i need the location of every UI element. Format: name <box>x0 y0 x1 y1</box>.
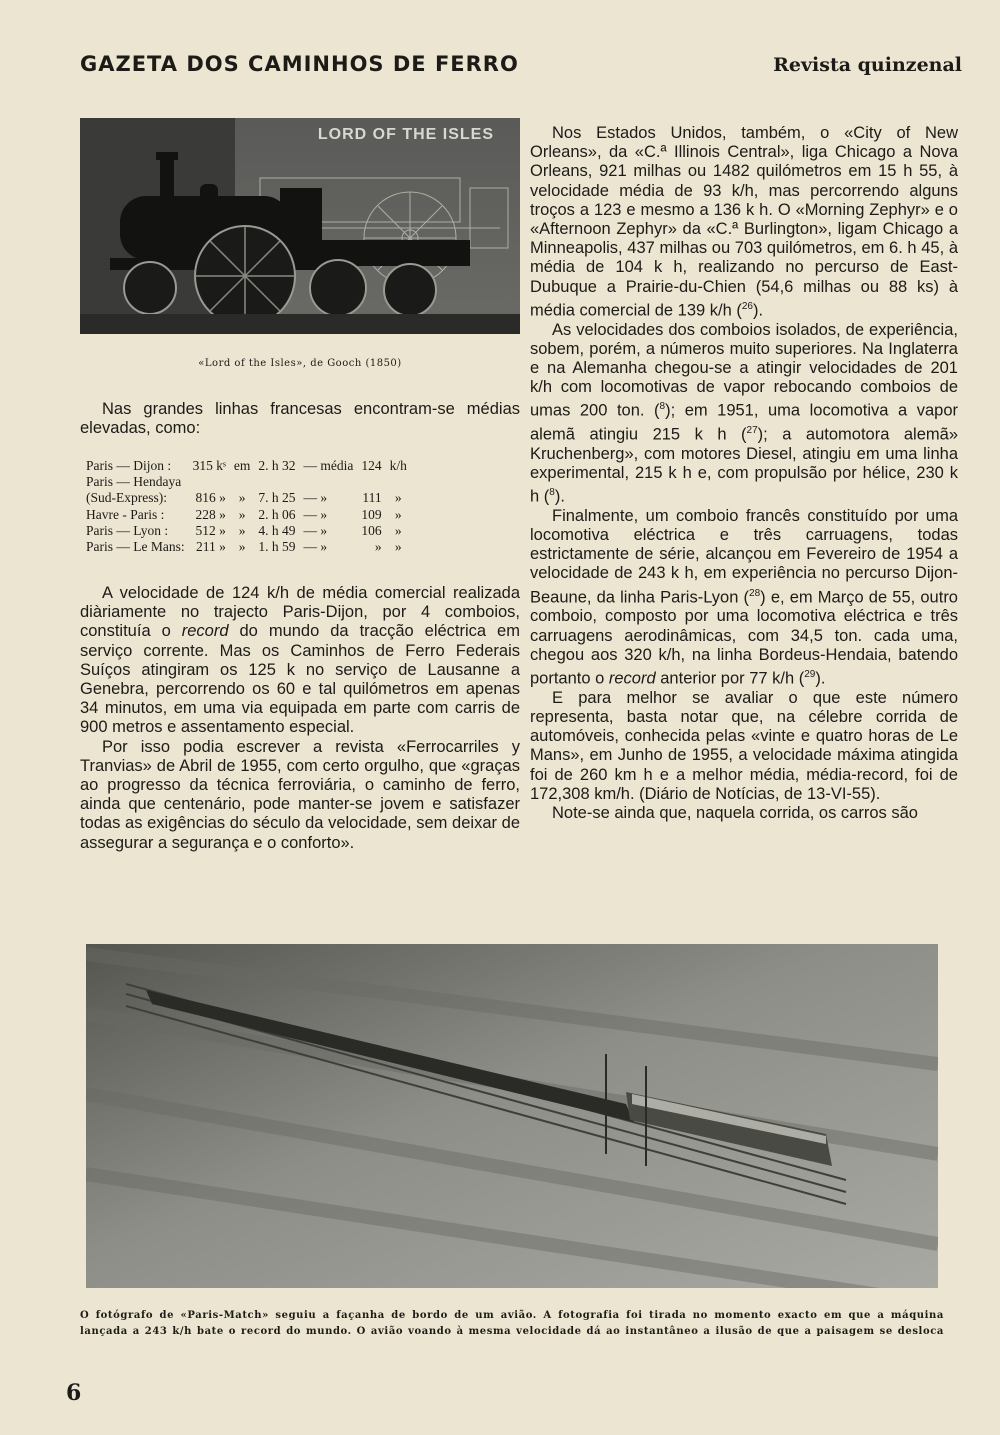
table-cell-dist: 512 » <box>195 522 226 538</box>
table-row <box>82 490 411 506</box>
table-cell-em: » <box>238 522 246 538</box>
table-cell-speed: 109 <box>361 506 382 522</box>
plate-label: LORD OF THE ISLES <box>317 126 494 143</box>
table-row <box>82 507 411 523</box>
paragraph: Nos Estados Unidos, também, o «City of New Orleans», da «C.ª Illinois Central», liga Chicago a Nova Orleans, 921 milhas ou 1482 quilómetros em 15 h 55, à velocidade média de 93 k/h, mas percorrendo alguns troços a 123 e mesmo a 136 k h. O «Morning Zephyr» e o «Afternoon Zephyr» da «C.ª Burlington», ligam Chicago a Minneapolis, 437 milhas ou 703 quilómetros, em 6. h 45, à média de 104 k h, realizando no percurso de East-Dubuque a Prairie-du-Chien (54,6 milhas ou 88 ks) à média comercial de 139 k/h ($^{26}$). <box>530 124 958 320</box>
table-cell-unit: » <box>394 490 402 506</box>
table-cell-dist: 315 kˢ <box>192 458 226 473</box>
table-cell-time: 1. h 59 <box>258 539 296 555</box>
table-cell-speed <box>357 474 385 490</box>
paragraph: A velocidade de 124 k/h de média comercial realizada diàriamente no trajecto Paris-Dijon, por 4 comboios, constituía o record do mundo da tracção eléctrica em serviço corrente. Mas os Caminhos de Ferro Federais Suíços atingiram os 125 k no serviço de Lausanne a Genebra, percorrendo os 60 e tal quilómetros em apenas 34 minutos, em uma via equipada em parte com carris de 900 metros e assentamento especial. <box>80 584 520 737</box>
table-row <box>82 523 411 539</box>
table-cell-route: Havre - Paris : <box>86 506 165 522</box>
photo-caption-train: O fotógrafo de «Paris-Match» seguiu a façanha de bordo de um avião. A fotografia foi tirada no momento exacto em que a máquina lançada a 243 k/h bate o record do mundo. O avião voando à mesma velocidade dá ao instantâneo a ilusão de que a paisagem se desloca <box>80 1310 944 1337</box>
table-cell-label: — » <box>303 490 328 506</box>
table-cell-em <box>230 474 255 490</box>
table-cell-speed: 106 <box>361 522 382 538</box>
table-cell-em: em <box>233 458 251 473</box>
table-cell-unit: » <box>394 522 402 538</box>
journal-title: GAZETA DOS CAMINHOS DE FERRO <box>80 52 519 76</box>
page-number: 6 <box>66 1380 82 1406</box>
table-cell-em: » <box>238 490 246 506</box>
paragraph: Por isso podia escrever a revista «Ferrocarriles y Tranvias» de Abril de 1955, com certo orgulho, que «graças ao progresso da técnica ferroviária, o caminho de ferro, ainda que centenário, pode manter-se jovem e satisfazer todas as exigências do século da velocidade, sem deixar de assegurar a segurança e o conforto». <box>80 737 520 852</box>
table-cell-label: — » <box>303 522 328 538</box>
table-cell-route: Paris — Le Mans: <box>86 539 185 555</box>
table-cell-time: 4. h 49 <box>258 522 296 538</box>
table-cell-speed: 124 <box>361 458 382 473</box>
photo-caption-locomotive: «Lord of the Isles», de Gooch (1850) <box>198 358 402 369</box>
table-cell-route: Paris — Hendaya <box>86 474 182 490</box>
table-cell-unit <box>386 474 411 490</box>
locomotive-photo <box>80 118 520 334</box>
table-cell-dist: 228 » <box>195 506 226 522</box>
table-cell-time: 2. h 32 <box>258 458 296 473</box>
left-column <box>80 584 520 853</box>
table-cell-dist <box>189 474 230 490</box>
intro-paragraph: Nas grandes linhas francesas encontram-se médias elevadas, como: <box>80 400 520 438</box>
table-cell-em: » <box>238 506 246 522</box>
table-cell-time: 7. h 25 <box>258 490 296 506</box>
table-cell-unit: » <box>394 539 402 555</box>
table-cell-dist: 816 » <box>195 490 226 506</box>
table-cell-route: (Sud-Express): <box>86 490 167 506</box>
journal-subtitle: Revista quinzenal <box>773 54 962 76</box>
table-cell-unit: » <box>394 506 402 522</box>
right-column <box>530 124 958 823</box>
paragraph: Note-se ainda que, naquela corrida, os carros são <box>552 803 918 822</box>
table-cell-em: » <box>238 539 246 555</box>
table-row <box>82 474 411 490</box>
table-cell-dist: 211 » <box>196 539 226 555</box>
table-cell-label: — » <box>303 539 328 555</box>
table-cell-time: 2. h 06 <box>258 506 296 522</box>
table-cell-label <box>300 474 358 490</box>
table-cell-label: — » <box>303 506 328 522</box>
table-cell-speed: » <box>374 539 382 555</box>
train-photo <box>86 944 938 1288</box>
left-intro <box>80 400 520 438</box>
paragraph: E para melhor se avaliar o que este número representa, basta notar que, na célebre corrida de automóveis, conhecida pelas «vinte e quatro horas de Le Mans», em Junho de 1955, a velocidade máxima atingida foi de 260 km h e a melhor média, média-record, foi de 172,308 km/h. (Diário de Notícias, de 13-VI-55). <box>530 688 958 803</box>
locomotive-illustration <box>80 118 520 334</box>
table-cell-label: — média <box>303 458 354 473</box>
train-illustration <box>86 944 938 1288</box>
table-cell-speed: 111 <box>362 490 382 506</box>
table-row <box>82 458 411 474</box>
table-cell-route: Paris — Dijon : <box>86 458 172 473</box>
paragraph: As velocidades dos comboios isolados, de experiência, sobem, porém, a números muito superiores. Na Inglaterra e na Alemanha chegou-se a atingir velocidades de 201 k/h com locomotivas de vapor rebocando comboios de umas 200 ton. ($^8$); em 1951, uma locomotiva a vapor alemã atingiu 215 k h ($^{27}$); a automotora alemã» Kruchenberg», com motores Diesel, atingiu em uma linha experimental, 215 k h e, com propulsão por hélice, 230 k h ($^8$). <box>530 320 959 506</box>
table-cell-route: Paris — Lyon : <box>86 522 169 538</box>
speed-table <box>82 458 411 555</box>
table-row <box>82 539 411 555</box>
paragraph: Finalmente, um comboio francês constituído por uma locomotiva eléctrica e três carruagens, todas estrictamente de série, alcançou em Fevereiro de 1954 a velocidade de 243 k h, em experiência no percurso Dijon-Beaune, da linha Paris-Lyon ($^{28}$) e, em Março de 55, outro comboio, composto por uma locomotiva eléctrica e três carruagens aerodinâmicas, com 34,5 ton. cada uma, chegou aos 320 k/h, na linha Bordeus-Hendaia, batendo portanto o record anterior por 77 k/h ($^{29}$). <box>530 506 958 688</box>
table-cell-unit: k/h <box>389 458 407 473</box>
table-cell-time <box>254 474 299 490</box>
